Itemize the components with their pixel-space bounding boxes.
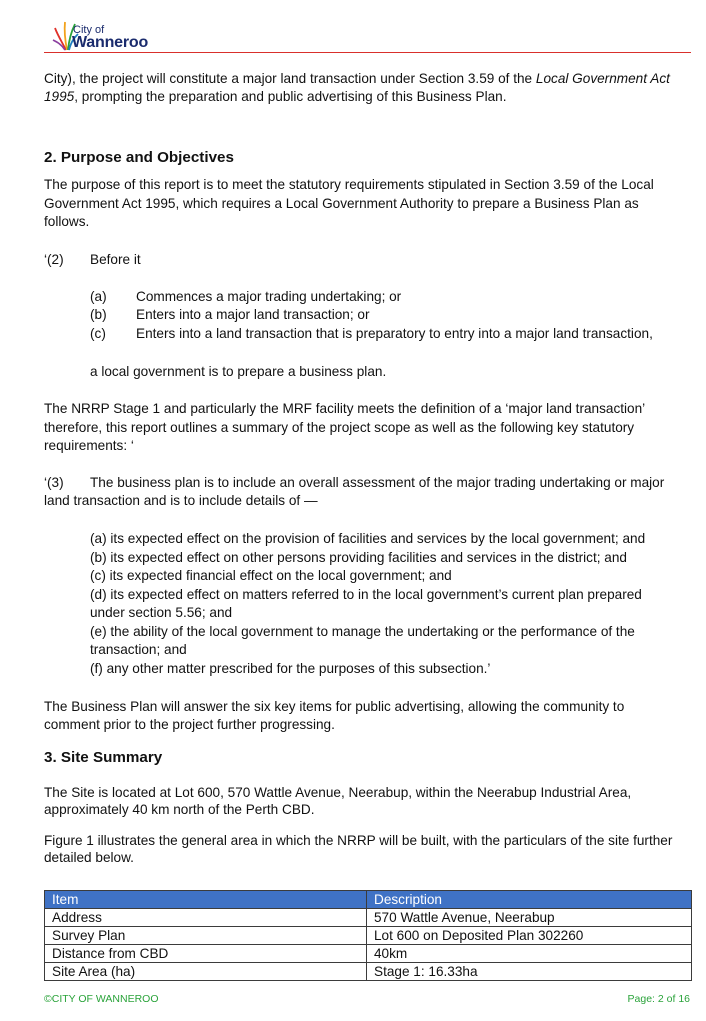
- footer-copyright: ©CITY OF WANNEROO: [44, 993, 159, 1005]
- conclusion-text: a local government is to prepare a business plan.: [90, 364, 387, 379]
- intro-line-2: 1995, prompting the preparation and public advertising of this Business Plan.: [44, 89, 507, 104]
- table-cell: Distance from CBD: [45, 945, 367, 963]
- city-logo: [52, 14, 172, 54]
- requirement-line: (a) its expected effect on the provision of facilities and services by the local government; and: [90, 531, 646, 546]
- table-row: [45, 945, 692, 963]
- table-header-row: [45, 891, 692, 909]
- requirement-line: under section 5.56; and: [90, 605, 233, 620]
- quote-2-number: ‘(2): [44, 252, 64, 267]
- requirement-line: (b) its expected effect on other persons providing facilities and services in the district; and: [90, 550, 627, 565]
- section-2-heading: 2. Purpose and Objectives: [44, 149, 234, 166]
- list-item-text: Commences a major trading undertaking; or: [136, 289, 402, 304]
- section-3-heading: 3. Site Summary: [44, 749, 163, 766]
- list-item-label: (b): [90, 307, 107, 322]
- table-cell: Site Area (ha): [45, 963, 367, 981]
- requirement-line: transaction; and: [90, 642, 187, 657]
- requirement-line: (f) any other matter prescribed for the purposes of this subsection.’: [90, 661, 491, 676]
- requirement-line: (c) its expected financial effect on the local government; and: [90, 568, 452, 583]
- purpose-para-line: The purpose of this report is to meet the statutory requirements stipulated in Section 3.59 of the Local: [44, 177, 654, 192]
- table-header-cell: Description: [367, 891, 692, 909]
- header-divider: [44, 52, 691, 53]
- figure-para-line: Figure 1 illustrates the general area in which the NRRP will be built, with the particulars of the site further: [44, 833, 673, 848]
- business-plan-para-line: comment prior to the project further progressing.: [44, 717, 335, 732]
- table-cell: 570 Wattle Avenue, Neerabup: [367, 909, 692, 927]
- table-row: [45, 909, 692, 927]
- table-cell: Address: [45, 909, 367, 927]
- list-item-label: (a): [90, 289, 107, 304]
- table-cell: Lot 600 on Deposited Plan 302260: [367, 927, 692, 945]
- requirement-line: (d) its expected effect on matters referred to in the local government’s current plan prepared: [90, 587, 642, 602]
- table-row: [45, 963, 692, 981]
- logo-city-text: City of: [73, 24, 105, 36]
- table-row: [45, 927, 692, 945]
- table-cell: Survey Plan: [45, 927, 367, 945]
- list-item-text: Enters into a land transaction that is preparatory to entry into a major land transaction,: [136, 326, 653, 341]
- purpose-para-line: Government Act 1995, which requires a Local Government Authority to prepare a Business Plan as: [44, 196, 639, 211]
- business-plan-para-line: The Business Plan will answer the six key items for public advertising, allowing the community to: [44, 699, 625, 714]
- footer-page-number: Page: 2 of 16: [627, 993, 690, 1005]
- quote-2-text: Before it: [90, 252, 141, 267]
- intro-line-1: City), the project will constitute a major land transaction under Section 3.59 of the Local Government Act: [44, 71, 670, 86]
- table-cell: Stage 1: 16.33ha: [367, 963, 692, 981]
- quote-3-number: ‘(3): [44, 475, 64, 490]
- logo-wanneroo-text: Wanneroo: [72, 34, 149, 51]
- quote-3-line: The business plan is to include an overall assessment of the major trading undertaking or major: [90, 475, 665, 490]
- table-header-cell: Item: [45, 891, 367, 909]
- site-para-line: approximately 40 km north of the Perth CBD.: [44, 802, 315, 817]
- quote-3-line: land transaction and is to include details of —: [44, 493, 318, 508]
- list-item-text: Enters into a major land transaction; or: [136, 307, 370, 322]
- nrrp-para-line: requirements: ‘: [44, 438, 134, 453]
- figure-para-line: detailed below.: [44, 850, 134, 865]
- list-item-label: (c): [90, 326, 106, 341]
- nrrp-para-line: therefore, this report outlines a summary of the project scope as well as the following key statutory: [44, 420, 635, 435]
- site-para-line: The Site is located at Lot 600, 570 Wattle Avenue, Neerabup, within the Neerabup Industrial Area,: [44, 785, 632, 800]
- nrrp-para-line: The NRRP Stage 1 and particularly the MRF facility meets the definition of a ‘major land transaction’: [44, 401, 646, 416]
- table-cell: 40km: [367, 945, 692, 963]
- purpose-para-line: follows.: [44, 214, 90, 229]
- site-summary-table: [44, 890, 692, 981]
- requirement-line: (e) the ability of the local government to manage the undertaking or the performance of the: [90, 624, 635, 639]
